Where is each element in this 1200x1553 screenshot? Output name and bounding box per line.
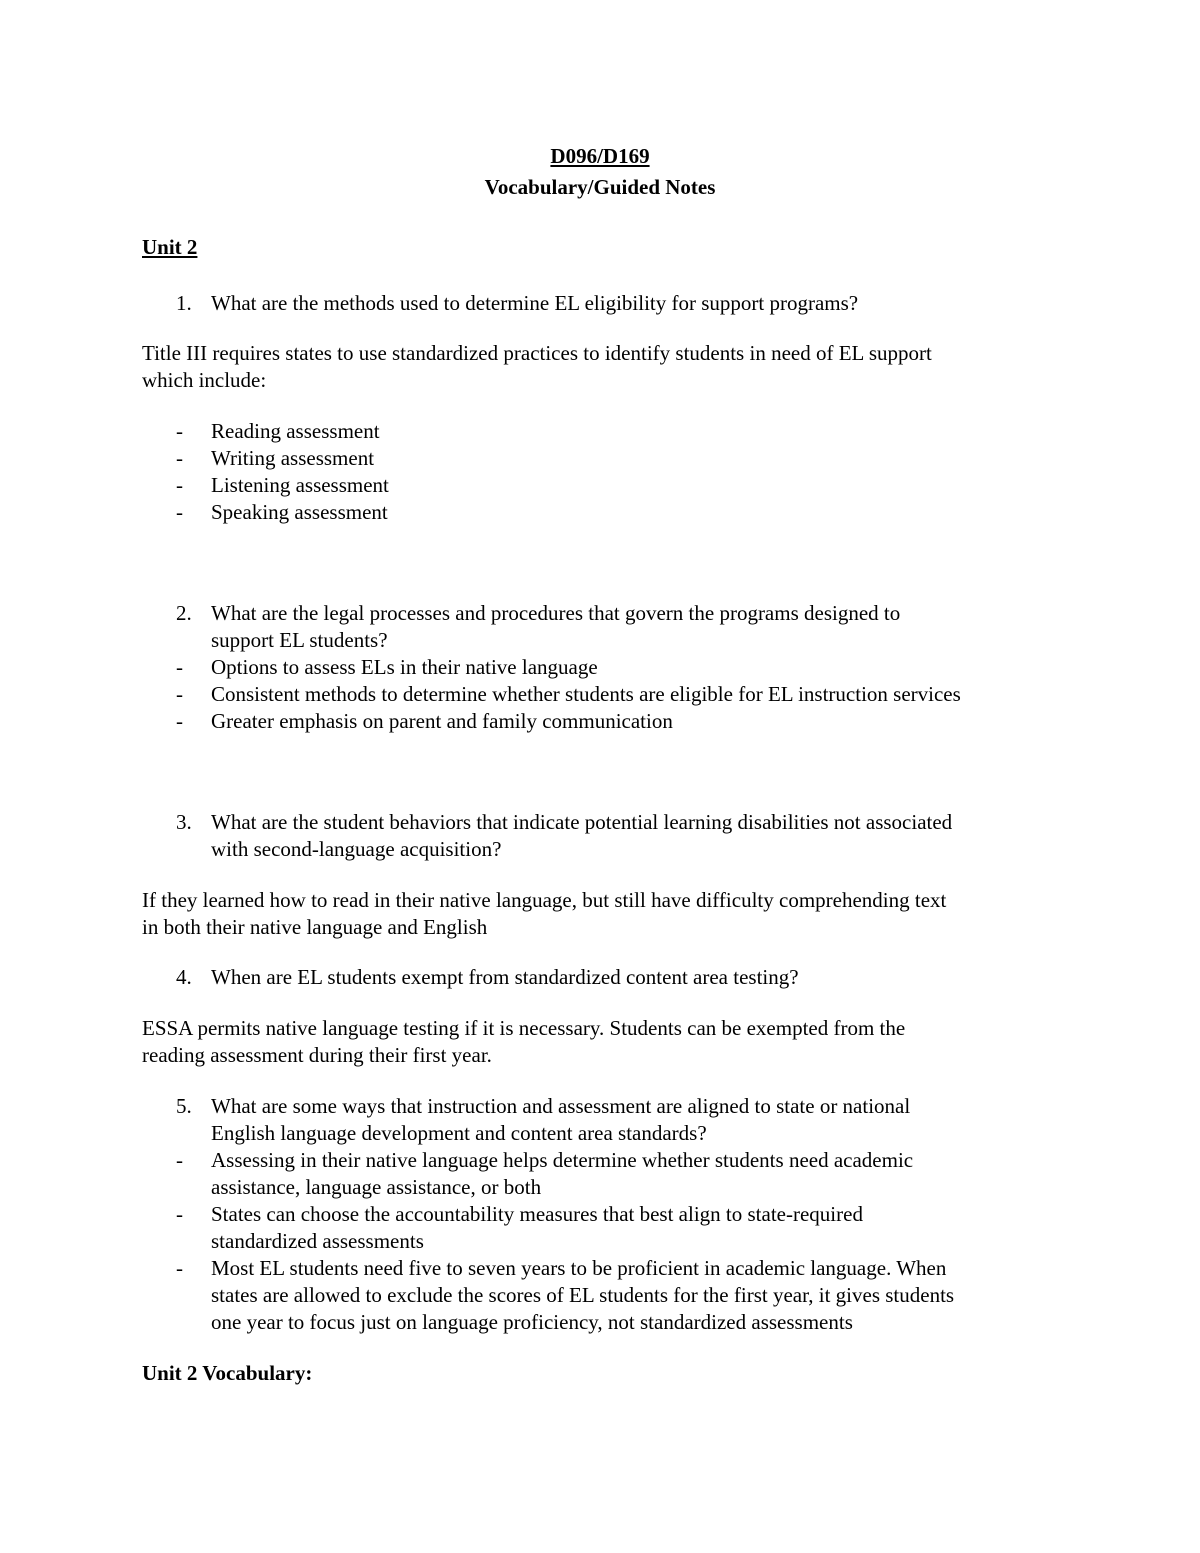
bullet-dash: - [176,709,183,733]
bullet-text: Assessing in their native language helps determine whether students need academic [211,1148,914,1172]
bullet-text: States can choose the accountability measures that best align to state-required [211,1202,863,1226]
question-text: What are the methods used to determine EL eligibility for support programs? [211,291,859,315]
bullet-text: Greater emphasis on parent and family communication [211,709,673,733]
question-text: What are the legal processes and procedures that govern the programs designed to [211,601,901,625]
question-number: 4. [176,965,192,989]
question-number: 5. [176,1094,192,1118]
bullet-dash: - [176,1202,183,1226]
question-text: with second-language acquisition? [211,837,502,861]
bullet-dash: - [176,655,183,679]
question-number: 3. [176,810,192,834]
unit-heading: Unit 2 [142,235,198,259]
document-subtitle: Vocabulary/Guided Notes [484,175,716,199]
vocabulary-heading: Unit 2 Vocabulary: [142,1361,313,1385]
question-text: support EL students? [211,628,388,652]
bullet-dash: - [176,682,183,706]
bullet-text: Writing assessment [211,446,375,470]
bullet-text: assistance, language assistance, or both [211,1175,542,1199]
bullet-dash: - [176,1256,183,1280]
bullet-dash: - [176,446,183,470]
bullet-text: Speaking assessment [211,500,388,524]
question-text: English language development and content area standards? [211,1121,707,1145]
bullet-dash: - [176,473,183,497]
bullet-text: Consistent methods to determine whether students are eligible for EL instruction services [211,682,961,706]
question-text: What are some ways that instruction and assessment are aligned to state or national [211,1094,911,1118]
question-number: 1. [176,291,192,315]
question-number: 2. [176,601,192,625]
question-text: When are EL students exempt from standardized content area testing? [211,965,799,989]
question-text: What are the student behaviors that indicate potential learning disabilities not associated [211,810,953,834]
document-title-code: D096/D169 [550,144,650,168]
answer-text: Title III requires states to use standardized practices to identify students in need of EL support [142,341,932,365]
bullet-text: Reading assessment [211,419,380,443]
bullet-text: Options to assess ELs in their native language [211,655,598,679]
bullet-text: Listening assessment [211,473,389,497]
bullet-text: states are allowed to exclude the scores of EL students for the first year, it gives students [211,1283,955,1307]
bullet-dash: - [176,419,183,443]
answer-text: reading assessment during their first year. [142,1043,492,1067]
bullet-dash: - [176,500,183,524]
answer-text: If they learned how to read in their native language, but still have difficulty comprehending text [142,888,947,912]
bullet-dash: - [176,1148,183,1172]
bullet-text: Most EL students need five to seven years to be proficient in academic language. When [211,1256,947,1280]
answer-text: ESSA permits native language testing if it is necessary. Students can be exempted from the [142,1016,906,1040]
answer-text: in both their native language and English [142,915,488,939]
bullet-text: standardized assessments [211,1229,424,1253]
answer-text: which include: [142,368,267,392]
bullet-text: one year to focus just on language proficiency, not standardized assessments [211,1310,853,1334]
